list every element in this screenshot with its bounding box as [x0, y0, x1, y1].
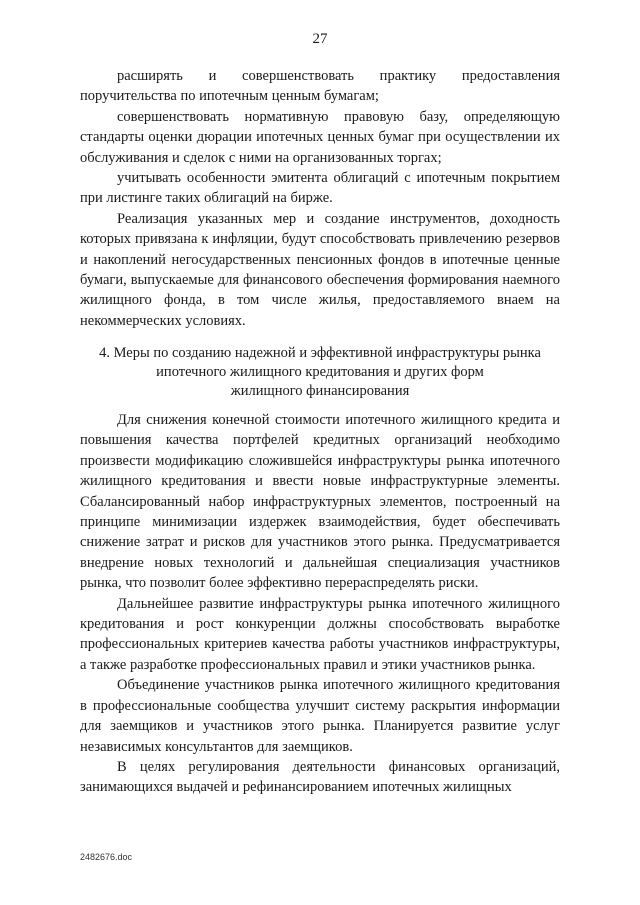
page-number: 27	[312, 31, 328, 47]
paragraph: Для снижения конечной стоимости ипотечного жилищного кредита и повышения качества портфелей кредитных организаций необходимо произвести модификацию сложившейся инфраструктуры рынка ипотечного жилищного кредитования и ввести новые инфраструктурные элементы. Сбалансированный набор инфраструктурных элементов, построенный на принципе минимизации издержек взаимодействия, будет обеспечивать снижение затрат и рисков для участников этого рынка. Предусматривается внедрение новых технологий и дальнейшая специализация участников рынка, что позволит более эффективно перераспределять риски.	[80, 412, 560, 592]
text-block-bottom	[80, 410, 560, 798]
section-heading-line: 4. Меры по созданию надежной и эффективной инфраструктуры рынка	[99, 345, 541, 361]
paragraph: Реализация указанных мер и создание инструментов, доходность которых привязана к инфляции, будут способствовать привлечению резервов и накоплений негосударственных пенсионных фондов в ипотечные ценные бумаги, выпускаемые для финансового обеспечения формирования наемного жилищного фонда, в том числе жилья, предоставляемого внаем на некоммерческих условиях.	[80, 210, 560, 329]
paragraph: расширять и совершенствовать практику предоставления поручительства по ипотечным ценным бумагам;	[80, 68, 560, 105]
paragraph: Объединение участников рынка ипотечного жилищного кредитования в профессиональные сообщества улучшит систему раскрытия информации для заемщиков и участников этого рынка. Планируется развитие услуг независимых консультантов для заемщиков.	[80, 677, 560, 755]
document-file-code: 2482676.doc	[80, 852, 133, 862]
paragraph: совершенствовать нормативную правовую базу, определяющую стандарты оценки дюрации ипотечных ценных бумаг при осуществлении их обслуживания и сделок с ними на организованных торгах;	[80, 108, 560, 166]
paragraph: В целях регулирования деятельности финансовых организаций, занимающихся выдачей и рефинансированием ипотечных жилищных	[80, 758, 560, 796]
section-heading-line: ипотечного жилищного кредитования и других форм	[156, 363, 484, 380]
section-heading-line: жилищного финансирования	[230, 382, 410, 399]
paragraph: Дальнейшее развитие инфраструктуры рынка ипотечного жилищного кредитования и рост конкуренции должны способствовать выработке профессиональных критериев качества работы участников инфраструктуры, а также разработке профессиональных правил и этики участников рынка.	[80, 595, 560, 673]
section-heading	[80, 344, 560, 400]
paragraph: учитывать особенности эмитента облигаций с ипотечным покрытием при листинге таких облигаций на бирже.	[80, 170, 560, 207]
text-block-top	[80, 66, 560, 331]
